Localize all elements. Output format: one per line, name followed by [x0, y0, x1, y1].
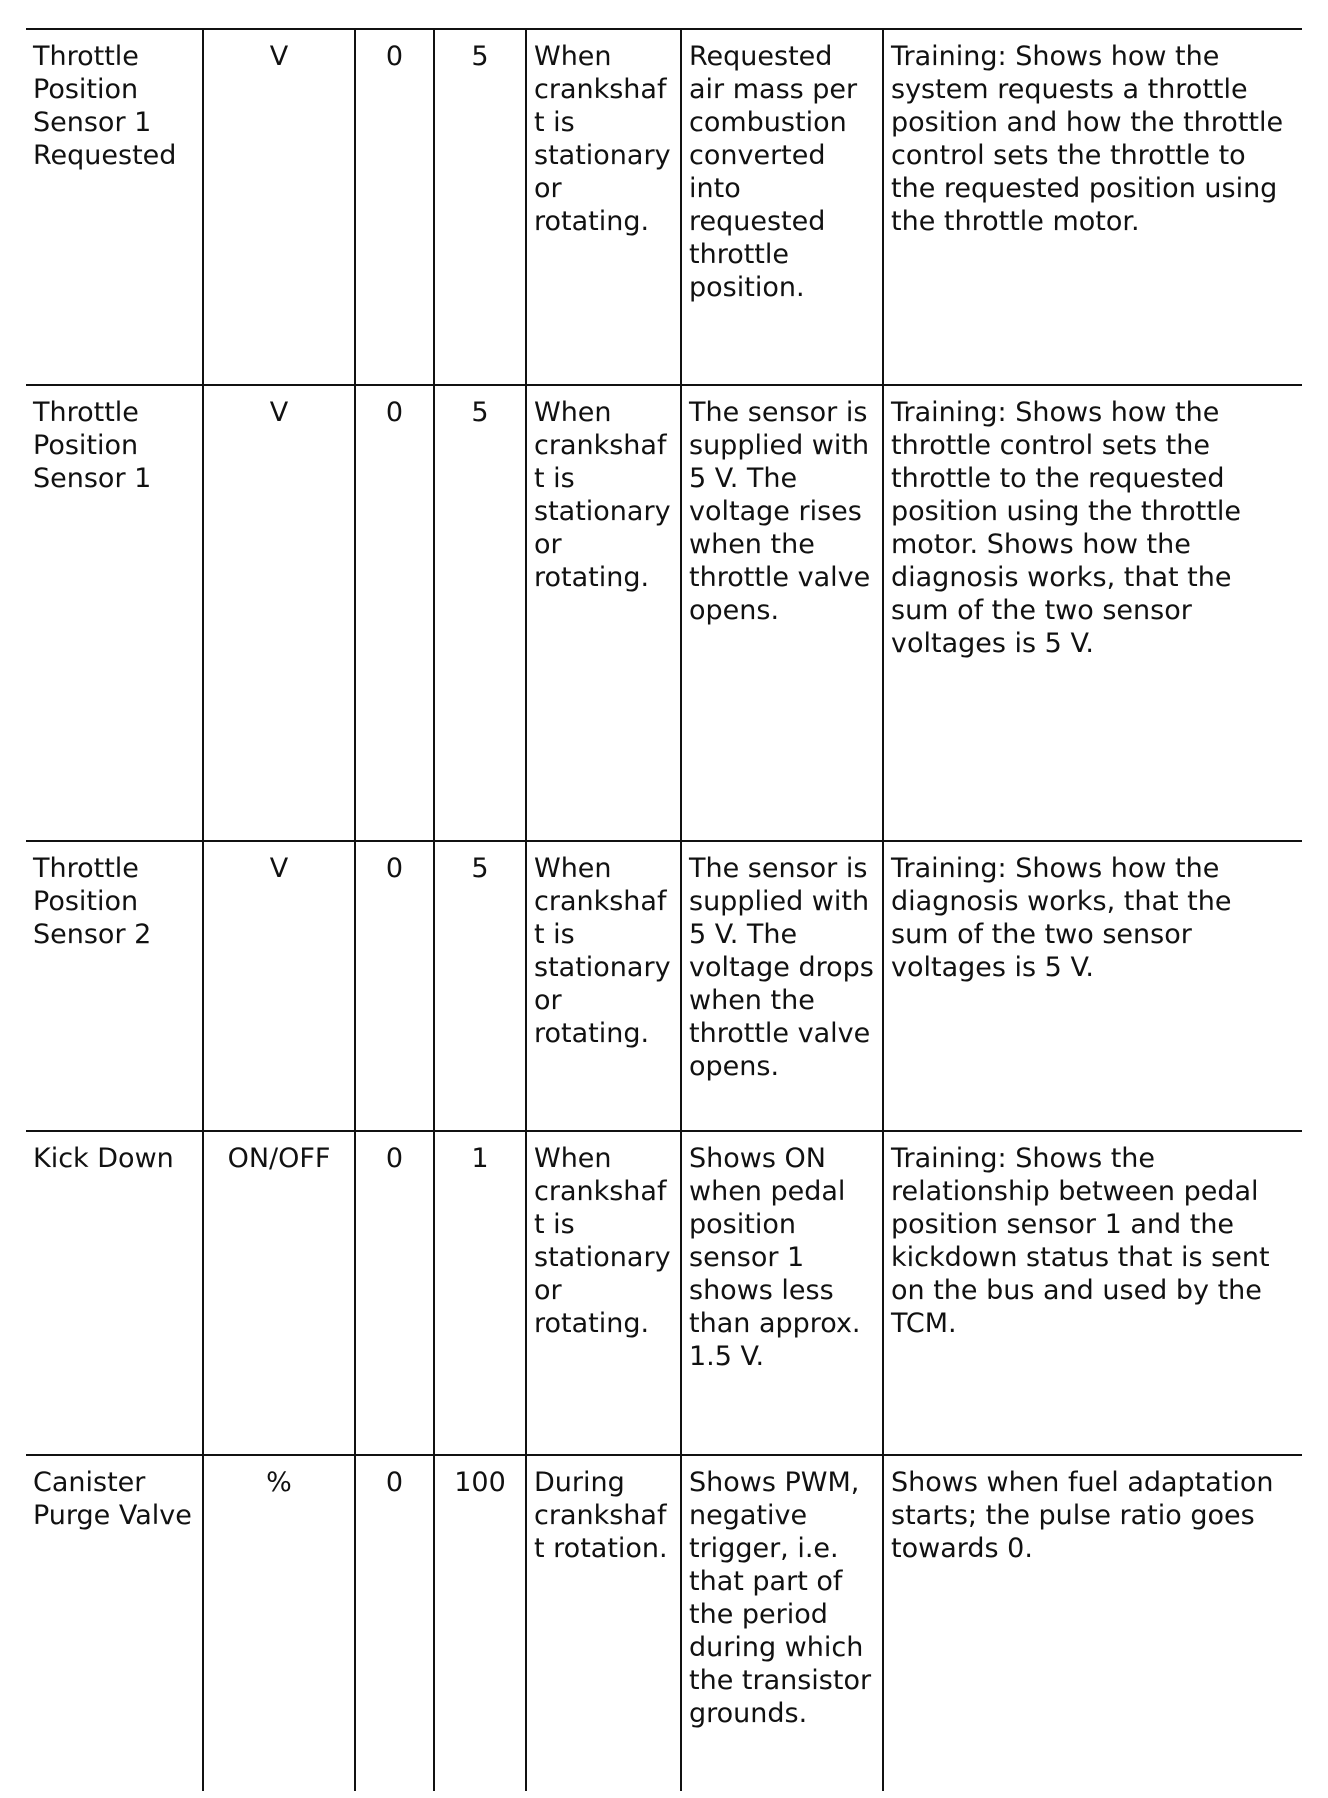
parameter-description: The sensor is supplied with 5 V. The voltage drops when the throttle valve opens. — [681, 841, 883, 1131]
parameter-condition: When crankshaft is stationary or rotating. — [526, 841, 681, 1131]
parameter-table — [26, 28, 1302, 1791]
parameter-min: 0 — [355, 29, 434, 385]
parameter-comment: Shows when fuel adaptation starts; the pulse ratio goes towards 0. — [883, 1455, 1302, 1791]
parameter-description: The sensor is supplied with 5 V. The voltage rises when the throttle valve opens. — [681, 385, 883, 841]
parameter-max: 100 — [434, 1455, 526, 1791]
parameter-name: Throttle Position Sensor 1 — [26, 385, 203, 841]
parameter-unit: ON/OFF — [203, 1131, 355, 1455]
parameter-unit: V — [203, 29, 355, 385]
table-row — [26, 1131, 1302, 1455]
table-row — [26, 385, 1302, 841]
parameter-name: Throttle Position Sensor 2 — [26, 841, 203, 1131]
parameter-unit: V — [203, 385, 355, 841]
parameter-condition: When crankshaft is stationary or rotating. — [526, 29, 681, 385]
table-row — [26, 29, 1302, 385]
parameter-comment: Training: Shows how the throttle control sets the throttle to the requested position using the throttle motor. Shows how the diagnosis works, that the sum of the two sensor voltages is 5 V. — [883, 385, 1302, 841]
parameter-comment: Training: Shows how the diagnosis works, that the sum of the two sensor voltages is 5 V. — [883, 841, 1302, 1131]
parameter-max: 5 — [434, 385, 526, 841]
parameter-min: 0 — [355, 385, 434, 841]
table-row — [26, 841, 1302, 1131]
parameter-unit: % — [203, 1455, 355, 1791]
parameter-name: Canister Purge Valve — [26, 1455, 203, 1791]
parameter-condition: During crankshaft rotation. — [526, 1455, 681, 1791]
parameter-comment: Training: Shows the relationship between pedal position sensor 1 and the kickdown status that is sent on the bus and used by the TCM. — [883, 1131, 1302, 1455]
parameter-name: Kick Down — [26, 1131, 203, 1455]
parameter-max: 1 — [434, 1131, 526, 1455]
parameter-name: Throttle Position Sensor 1 Requested — [26, 29, 203, 385]
parameter-min: 0 — [355, 1131, 434, 1455]
parameter-max: 5 — [434, 841, 526, 1131]
parameter-description: Shows ON when pedal position sensor 1 shows less than approx. 1.5 V. — [681, 1131, 883, 1455]
parameter-condition: When crankshaft is stationary or rotating. — [526, 1131, 681, 1455]
parameter-unit: V — [203, 841, 355, 1131]
parameter-comment: Training: Shows how the system requests a throttle position and how the throttle control sets the throttle to the requested position using the throttle motor. — [883, 29, 1302, 385]
parameter-min: 0 — [355, 1455, 434, 1791]
parameter-condition: When crankshaft is stationary or rotating. — [526, 385, 681, 841]
parameter-description: Requested air mass per combustion converted into requested throttle position. — [681, 29, 883, 385]
table-row — [26, 1455, 1302, 1791]
parameter-description: Shows PWM, negative trigger, i.e. that part of the period during which the transistor grounds. — [681, 1455, 883, 1791]
parameter-min: 0 — [355, 841, 434, 1131]
parameter-max: 5 — [434, 29, 526, 385]
